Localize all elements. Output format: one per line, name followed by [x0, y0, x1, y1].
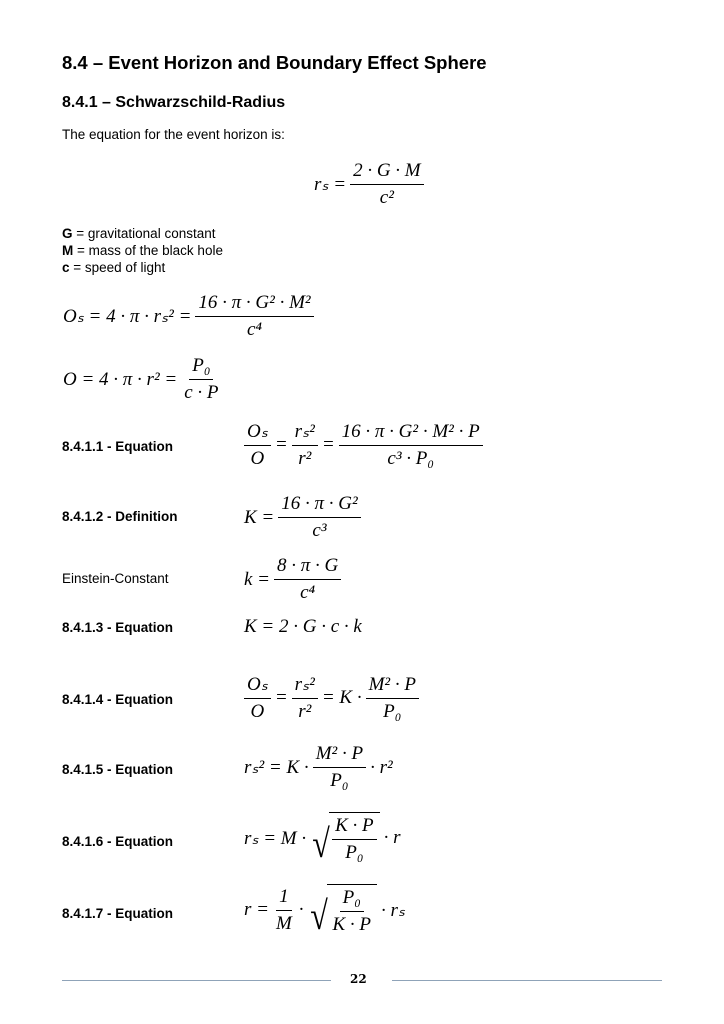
- numerator: P₀: [189, 355, 213, 380]
- equation-8-4-1-3: [243, 616, 363, 638]
- numerator: 16 · π · G² · M²: [195, 292, 313, 317]
- footer-rule-right: [392, 980, 662, 981]
- numerator: Oₛ: [244, 420, 271, 446]
- label-8-4-1-1: 8.4.1.1 - Equation: [62, 439, 174, 454]
- numerator: M² · P: [313, 743, 366, 768]
- label-8-4-1-4: 8.4.1.4 - Equation: [62, 692, 174, 707]
- denominator: P₀: [345, 842, 364, 863]
- denominator: P₀: [330, 770, 349, 791]
- equation-term: K =: [244, 506, 275, 528]
- equation-term: · r²: [370, 756, 393, 778]
- numerator: 2 · G · M: [350, 160, 424, 185]
- numerator: 1: [276, 886, 292, 911]
- denominator: c · P: [184, 382, 219, 403]
- definitions-list: [62, 225, 223, 276]
- equation-8-4-1-5: [243, 743, 394, 792]
- numerator: M² · P: [366, 674, 419, 699]
- fraction: [313, 743, 366, 792]
- numerator: 16 · π · G²: [278, 493, 360, 518]
- equation-8-4-1-1: [241, 420, 486, 470]
- numerator: Oₛ: [244, 673, 271, 699]
- fraction: [332, 815, 377, 864]
- fraction: [244, 420, 271, 470]
- denominator: c³ · P₀: [387, 447, 434, 469]
- numerator: P₀: [340, 887, 364, 912]
- equation-term: k =: [244, 568, 271, 590]
- subsection-heading: 8.4.1 – Schwarzschild-Radius: [62, 94, 286, 111]
- equation-term: rₛ = M ·: [244, 827, 307, 849]
- radical-sign-icon: √: [309, 893, 328, 938]
- radicand: [327, 884, 378, 936]
- definition-g: G = gravitational constant: [62, 226, 216, 241]
- equation-einstein-constant: [243, 555, 344, 604]
- equation-term: r =: [244, 899, 269, 920]
- label-einstein-constant: Einstein-Constant: [62, 571, 169, 586]
- denominator: O: [250, 701, 265, 722]
- equation-surface-o: [62, 355, 225, 404]
- square-root: [308, 884, 377, 936]
- fraction: [350, 160, 424, 209]
- equation-term: rₛ² = K ·: [244, 757, 309, 778]
- numerator: K · P: [332, 815, 377, 840]
- label-8-4-1-5: 8.4.1.5 - Equation: [62, 762, 174, 777]
- denominator: O: [250, 448, 265, 469]
- fraction: [339, 421, 483, 470]
- fraction: [195, 292, 313, 341]
- fraction: [274, 555, 341, 604]
- denominator: r²: [298, 701, 312, 722]
- definition-c: c = speed of light: [62, 260, 166, 275]
- equation-term: · rₛ: [381, 899, 406, 921]
- label-8-4-1-7: 8.4.1.7 - Equation: [62, 906, 174, 921]
- square-root: [310, 812, 379, 864]
- equation-surface-os: [62, 292, 317, 341]
- equation-term: =: [274, 687, 288, 708]
- page-number: 22: [350, 972, 367, 986]
- equation-term: =: [274, 434, 288, 455]
- fraction: [278, 493, 360, 542]
- label-8-4-1-2: 8.4.1.2 - Definition: [62, 509, 178, 524]
- fraction: [292, 673, 318, 723]
- denominator: c⁴: [300, 582, 316, 603]
- radicand: [329, 812, 380, 864]
- denominator: P₀: [383, 700, 402, 722]
- equation-term: rₛ =: [314, 174, 347, 195]
- equation-term: ·: [298, 899, 304, 920]
- equation-8-4-1-4: [241, 673, 422, 723]
- denominator: c⁴: [246, 319, 263, 340]
- equation-term: =: [321, 434, 335, 455]
- section-heading: 8.4 – Event Horizon and Boundary Effect Sphere: [62, 52, 487, 73]
- equation-term: O = 4 · π · r² =: [63, 368, 178, 390]
- denominator: c²: [379, 187, 394, 208]
- denominator: M: [275, 912, 292, 934]
- label-8-4-1-3: 8.4.1.3 - Equation: [62, 620, 174, 635]
- label-8-4-1-6: 8.4.1.6 - Equation: [62, 834, 174, 849]
- fraction: [292, 420, 318, 470]
- equation-term: K = 2 · G · c · k: [244, 616, 362, 637]
- equation-schwarzschild-radius: [313, 160, 427, 209]
- fraction: [181, 355, 221, 404]
- fraction: [330, 887, 375, 936]
- fraction: [366, 674, 419, 723]
- footer-rule-left: [62, 980, 331, 981]
- equation-8-4-1-6: [243, 812, 402, 864]
- equation-8-4-1-2: [243, 493, 364, 542]
- equation-8-4-1-7: [243, 884, 406, 936]
- numerator: rₛ²: [292, 420, 318, 446]
- equation-term: · r: [383, 827, 401, 848]
- radical-sign-icon: √: [312, 821, 330, 866]
- equation-term: = K ·: [321, 687, 362, 708]
- denominator: K · P: [332, 914, 372, 935]
- denominator: r²: [298, 448, 312, 469]
- equation-term: Oₛ = 4 · π · rₛ² =: [63, 306, 192, 327]
- definition-m: M = mass of the black hole: [62, 243, 223, 258]
- numerator: rₛ²: [292, 673, 318, 699]
- fraction: [244, 673, 271, 723]
- denominator: c³: [312, 520, 327, 541]
- numerator: 16 · π · G² · M² · P: [339, 421, 483, 446]
- intro-text: The equation for the event horizon is:: [62, 127, 285, 142]
- numerator: 8 · π · G: [274, 555, 341, 580]
- fraction: [273, 886, 295, 935]
